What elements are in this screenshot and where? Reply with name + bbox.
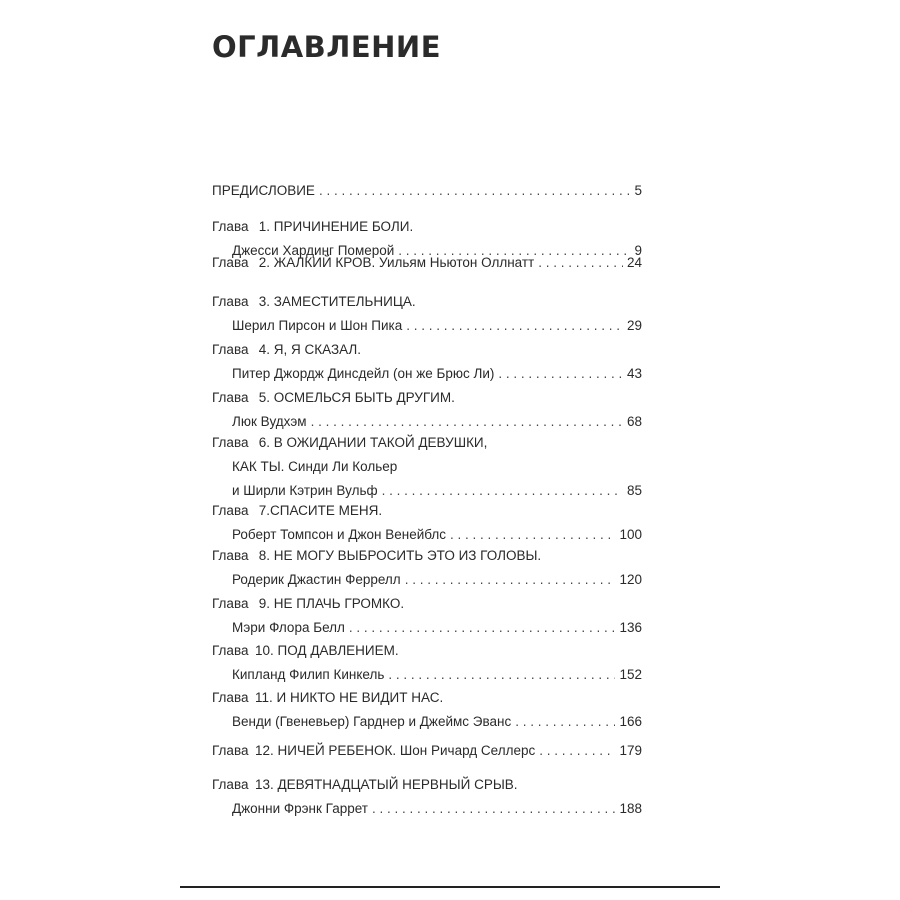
chapter-label: Глава (212, 596, 249, 611)
toc-line (212, 639, 642, 663)
toc-line-text: Джонни Фрэнк Гаррет (232, 801, 368, 816)
chapter-label: Глава (212, 435, 249, 450)
toc-line-text: Венди (Гвеневьер) Гарднер и Джеймс Эванс (232, 714, 512, 729)
toc-line (212, 455, 642, 479)
leader-dots (388, 663, 615, 687)
toc-entry (212, 290, 642, 338)
toc-line-text: 13. ДЕВЯТНАДЦАТЫЙ НЕРВНЫЙ СРЫВ. (255, 777, 518, 792)
toc-line (212, 362, 642, 386)
chapter-label: Глава (212, 342, 249, 357)
page-title: ОГЛАВЛЕНИЕ (212, 30, 442, 64)
toc-entry (212, 179, 642, 203)
toc-line (212, 431, 642, 455)
toc-line (212, 215, 642, 239)
chapter-label: Глава (212, 390, 249, 405)
toc-entry (212, 499, 642, 547)
leader-dots (406, 314, 623, 338)
toc-line (212, 290, 642, 314)
toc-line-text: и Ширли Кэтрин Вульф (232, 483, 378, 498)
chapter-label: Глава (212, 743, 249, 758)
toc-line (212, 663, 642, 687)
toc-line-text: 1. ПРИЧИНЕНИЕ БОЛИ. (255, 219, 414, 234)
toc-line-text: 7.СПАСИТЕ МЕНЯ. (255, 503, 383, 518)
chapter-label: Глава (212, 503, 249, 518)
page-number: 9 (634, 243, 642, 258)
toc-line (212, 568, 642, 592)
toc-line (212, 314, 642, 338)
chapter-label: Глава (212, 643, 249, 658)
toc-line (212, 338, 642, 362)
toc-line-text: 5. ОСМЕЛЬСЯ БЫТЬ ДРУГИМ. (255, 390, 455, 405)
leader-dots (515, 710, 615, 734)
toc-line (212, 544, 642, 568)
toc-entry (212, 544, 642, 592)
leader-dots (349, 616, 616, 640)
toc-entry (212, 592, 642, 640)
toc-line-text: Питер Джордж Динсдейл (он же Брюс Ли) (232, 366, 495, 381)
page-number: 29 (626, 318, 642, 333)
toc-entry (212, 251, 642, 275)
toc-line (212, 251, 642, 275)
toc-line-text: 12. НИЧЕЙ РЕБЕНОК. Шон Ричард Селлерс (255, 743, 536, 758)
page-number: 43 (626, 366, 642, 381)
toc-line (212, 499, 642, 523)
toc-line (212, 616, 642, 640)
toc-line-text: Шерил Пирсон и Шон Пика (232, 318, 403, 333)
toc-line-text: 9. НЕ ПЛАЧЬ ГРОМКО. (255, 596, 405, 611)
toc-line-text: Кипланд Филип Кинкель (232, 667, 385, 682)
chapter-label: Глава (212, 294, 249, 309)
page-number: 136 (619, 620, 642, 635)
toc-entry (212, 773, 642, 821)
page-number: 24 (626, 255, 642, 270)
toc-line-text: 11. И НИКТО НЕ ВИДИТ НАС. (255, 690, 444, 705)
toc-line-text: Роберт Томпсон и Джон Венейблс (232, 527, 447, 542)
toc-line-text: КАК ТЫ. Синди Ли Кольер (232, 459, 398, 474)
toc-line (212, 797, 642, 821)
toc-line (212, 386, 642, 410)
page-number: 85 (626, 483, 642, 498)
leader-dots (538, 251, 623, 275)
leader-dots (319, 179, 631, 203)
page-number: 188 (619, 801, 642, 816)
page-number: 166 (619, 714, 642, 729)
page-number: 179 (619, 743, 642, 758)
leader-dots (498, 362, 623, 386)
page-number: 5 (634, 183, 642, 198)
toc-line-text: Джесси Хардинг Померой (232, 243, 395, 258)
page-number: 120 (619, 572, 642, 587)
chapter-label: Глава (212, 548, 249, 563)
leader-dots (405, 568, 616, 592)
page-number: 100 (619, 527, 642, 542)
toc-entry (212, 739, 642, 763)
toc-entry (212, 431, 642, 503)
page-number: 68 (626, 414, 642, 429)
toc-line-text: Мэри Флора Белл (232, 620, 345, 635)
toc-line-text: ПРЕДИСЛОВИЕ (212, 183, 315, 198)
toc-line-text: 2. ЖАЛКИЙ КРОВ. Уильям Ньютон Оллнатт (255, 255, 535, 270)
toc-entry (212, 686, 642, 734)
toc-line-text: 10. ПОД ДАВЛЕНИЕМ. (255, 643, 399, 658)
bottom-divider (180, 886, 720, 888)
chapter-label: Глава (212, 777, 249, 792)
toc-line-text: 4. Я, Я СКАЗАЛ. (255, 342, 362, 357)
leader-dots (539, 739, 615, 763)
toc-line (212, 592, 642, 616)
toc-line (212, 686, 642, 710)
chapter-label: Глава (212, 219, 249, 234)
toc-line (212, 739, 642, 763)
chapter-label: Глава (212, 690, 249, 705)
toc-line (212, 773, 642, 797)
toc-line (212, 710, 642, 734)
toc-entry (212, 338, 642, 386)
toc-line (212, 179, 642, 203)
toc-line-text: 6. В ОЖИДАНИИ ТАКОЙ ДЕВУШКИ, (255, 435, 488, 450)
page-number: 152 (619, 667, 642, 682)
toc-line-text: Родерик Джастин Феррелл (232, 572, 401, 587)
toc-line-text: Люк Вудхэм (232, 414, 307, 429)
toc-line-text: 8. НЕ МОГУ ВЫБРОСИТЬ ЭТО ИЗ ГОЛОВЫ. (255, 548, 542, 563)
toc-entry (212, 386, 642, 434)
toc-line-text: 3. ЗАМЕСТИТЕЛЬНИЦА. (255, 294, 416, 309)
toc-entry (212, 639, 642, 687)
chapter-label: Глава (212, 255, 249, 270)
leader-dots (372, 797, 615, 821)
